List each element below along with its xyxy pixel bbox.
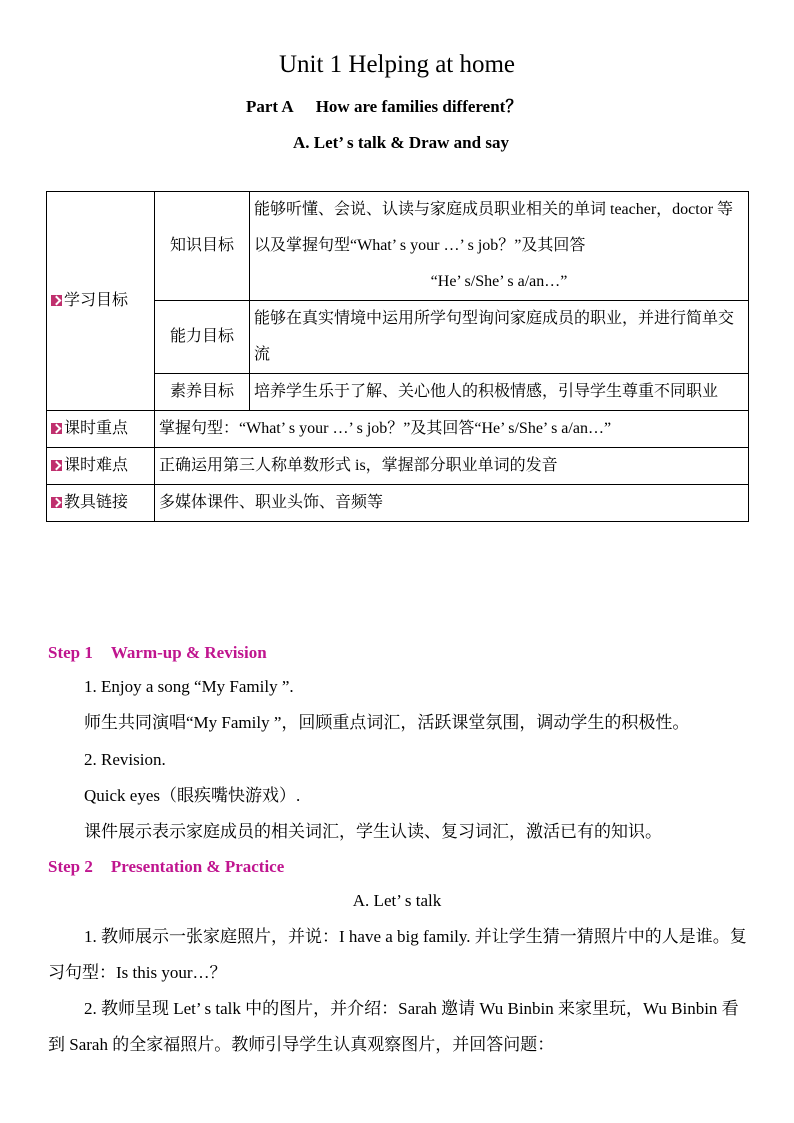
part-question: How are families different？	[315, 97, 523, 116]
literacy-text-cell: 培养学生乐于了解、关心他人的积极情感，引导学生尊重不同职业	[250, 374, 749, 411]
page-title: Unit 1 Helping at home	[278, 51, 516, 78]
step1-item2-sub: Quick eyes（眼疾嘴快游戏）.	[84, 786, 301, 805]
part-heading	[246, 95, 522, 119]
step2-heading	[48, 855, 284, 879]
learning-goals-label: 学习目标	[64, 292, 129, 309]
teaching-aids-cell	[47, 485, 155, 522]
step1-heading	[48, 641, 267, 665]
section-heading: A. Let’ s talk & Draw and say	[293, 133, 509, 152]
ability-label-cell: 能力目标	[155, 301, 250, 374]
step2-item2: 2. 教师呈现 Let’ s talk 中的图片，并介绍：Sarah 邀请 Wu Binbin 来家里玩，Wu Binbin 看到 Sarah 的全家福照片。教师引导学生认真观察图片，并回答问题：	[48, 999, 739, 1054]
step1-item2-desc: 课件展示表示家庭成员的相关词汇，学生认读、复习词汇，激活已有的知识。	[84, 822, 662, 841]
difficult-points-cell	[47, 448, 155, 485]
step1-item1: 1. Enjoy a song “My Family ”.	[84, 677, 294, 696]
part-label: Part A	[246, 97, 294, 116]
key-points-label: 课时重点	[64, 420, 129, 437]
knowledge-label-cell: 知识目标	[155, 192, 250, 301]
key-points-text-cell: 掌握句型：“What’ s your …’ s job？”及其回答“He’ s/She’ s a/an…”	[155, 411, 749, 448]
step1-label: Step 1	[48, 643, 93, 662]
step1-item2: 2. Revision.	[84, 750, 166, 769]
step2-label: Step 2	[48, 857, 93, 876]
step2-item1: 1. 教师展示一张家庭照片，并说：I have a big family. 并让学生猜一猜照片中的人是谁。复习句型：Is this your…？	[48, 927, 747, 982]
learning-goals-cell	[47, 192, 155, 411]
difficult-points-label: 课时难点	[64, 457, 129, 474]
teaching-aids-text-cell: 多媒体课件、职业头饰、音频等	[155, 485, 749, 522]
chevron-right-icon	[51, 423, 62, 434]
teaching-aids-label: 教具链接	[64, 494, 129, 511]
step2-subheading: A. Let’ s talk	[352, 891, 442, 910]
chevron-right-icon	[51, 460, 62, 471]
knowledge-text-answer: “He’ s/She’ s a/an…”	[430, 273, 568, 290]
knowledge-text: 能够听懂、会说、认读与家庭成员职业相关的单词 teacher，doctor 等以及掌握句型“What’ s your …’ s job？”及其回答	[254, 201, 734, 254]
chevron-right-icon	[51, 295, 62, 306]
objectives-table	[46, 191, 749, 522]
key-points-cell	[47, 411, 155, 448]
step1-item1-desc: 师生共同演唱“My Family ”，回顾重点词汇，活跃课堂氛围，调动学生的积极性。	[84, 713, 690, 732]
chevron-right-icon	[51, 497, 62, 508]
knowledge-text-cell	[250, 192, 749, 301]
literacy-label-cell: 素养目标	[155, 374, 250, 411]
step1-title: Warm-up & Revision	[110, 643, 267, 662]
difficult-points-text-cell: 正确运用第三人称单数形式 is，掌握部分职业单词的发音	[155, 448, 749, 485]
step2-title: Presentation & Practice	[110, 857, 285, 876]
ability-text-cell: 能够在真实情境中运用所学句型询问家庭成员的职业，并进行简单交流	[250, 301, 749, 374]
